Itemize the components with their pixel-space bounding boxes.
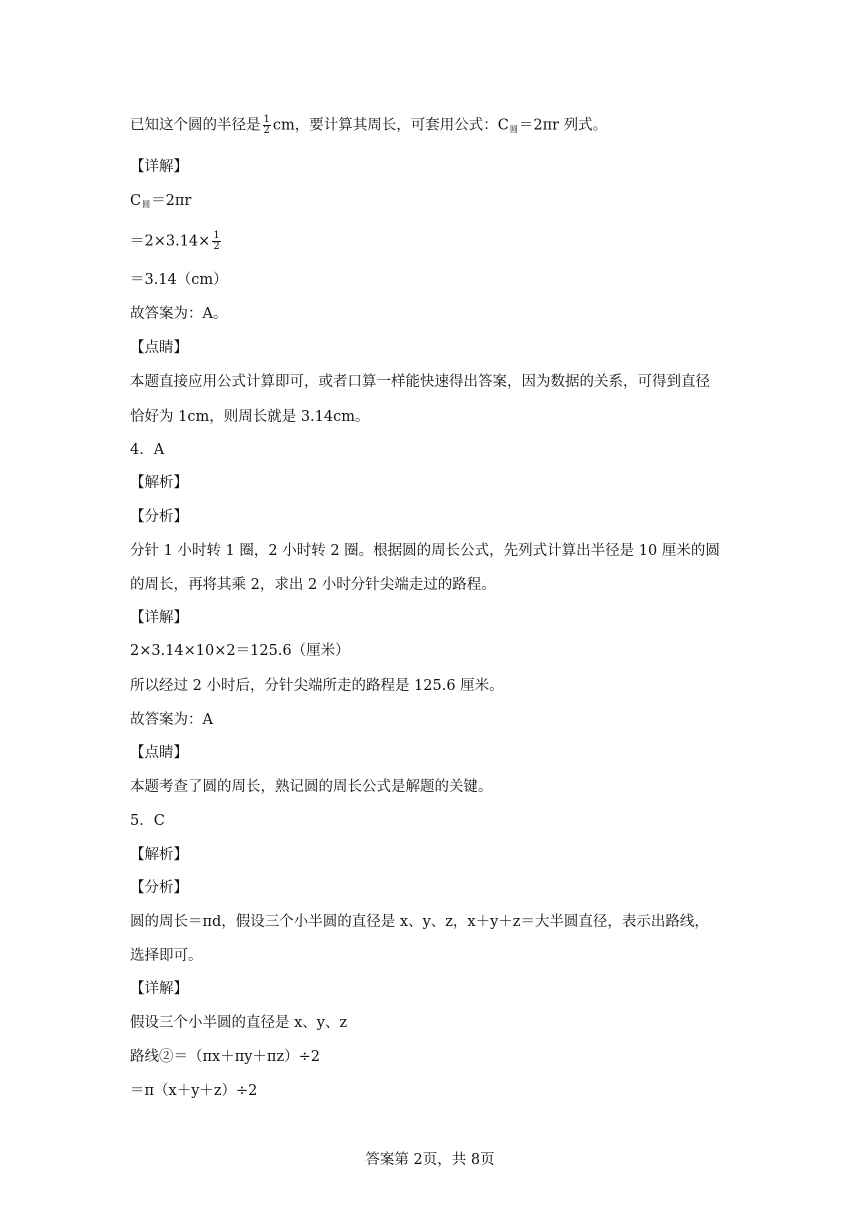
section-heading: 【详解】 [130, 981, 188, 997]
text-line: 的周长，再将其乘 2，求出 2 小时分针尖端走过的路程。 [130, 577, 496, 593]
text-line: 圆的周长＝πd，假设三个小半圆的直径是 x、y、z，x＋y＋z＝大半圆直径，表示出路线， [130, 914, 709, 930]
section-heading: 【点睛】 [130, 745, 188, 761]
subscript: 圆 [509, 124, 518, 134]
formula-line: 2×3.14×10×2＝125.6（厘米） [130, 643, 350, 659]
answer-line: 故答案为：A。 [130, 306, 228, 322]
subscript: 圆 [142, 200, 151, 209]
section-heading: 【解析】 [130, 847, 188, 863]
fraction-denominator: 2 [213, 241, 220, 252]
section-heading: 【详解】 [130, 159, 188, 175]
text-segment: ＝2×3.14× [130, 233, 211, 250]
section-heading: 【解析】 [130, 475, 188, 491]
section-heading: 【分析】 [130, 880, 188, 896]
section-heading: 【分析】 [130, 509, 188, 525]
question-number: 5．C [130, 813, 165, 829]
text-line: 恰好为 1cm，则周长就是 3.14cm。 [130, 409, 370, 425]
question-number: 4．A [130, 442, 165, 458]
formula-line: ＝3.14（cm） [130, 272, 228, 288]
formula-line [130, 191, 191, 215]
formula-line: 路线②＝（πx＋πy＋πz）÷2 [130, 1049, 320, 1065]
text-segment: ＝2πr 列式。 [518, 117, 608, 134]
formula-line [130, 231, 223, 252]
formula-line: ＝π（x＋y＋z）÷2 [130, 1083, 258, 1099]
fraction [263, 115, 271, 136]
text-segment: cm，要计算其周长，可套用公式：C [272, 117, 509, 134]
text-line: 本题考查了圆的周长，熟记圆的周长公式是解题的关键。 [130, 779, 493, 795]
section-heading: 【详解】 [130, 610, 188, 626]
text-line: 所以经过 2 小时后，分针尖端所走的路程是 125.6 厘米。 [130, 678, 504, 694]
text-line: 分针 1 小时转 1 圈，2 小时转 2 圈。根据圆的周长公式，先列式计算出半径是 10 厘米的圆 [130, 543, 720, 559]
fraction-denominator: 2 [263, 125, 270, 136]
section-heading: 【点睛】 [130, 340, 188, 356]
text-line: 本题直接应用公式计算即可，或者口算一样能快速得出答案，因为数据的关系，可得到直径 [130, 374, 710, 390]
answer-line: 故答案为：A [130, 712, 213, 728]
page-footer: 答案第 2页，共 8页 [365, 1152, 495, 1168]
fraction-numerator: 1 [263, 114, 270, 125]
text-line: 选择即可。 [130, 948, 203, 964]
text-line: 假设三个小半圆的直径是 x、y、z [130, 1015, 348, 1031]
text-segment: 已知这个圆的半径是 [130, 117, 261, 134]
text-line [130, 115, 607, 140]
fraction [212, 231, 220, 252]
fraction-numerator: 1 [213, 230, 220, 241]
text-segment: ＝2πr [151, 193, 192, 209]
text-segment: C [130, 193, 142, 209]
